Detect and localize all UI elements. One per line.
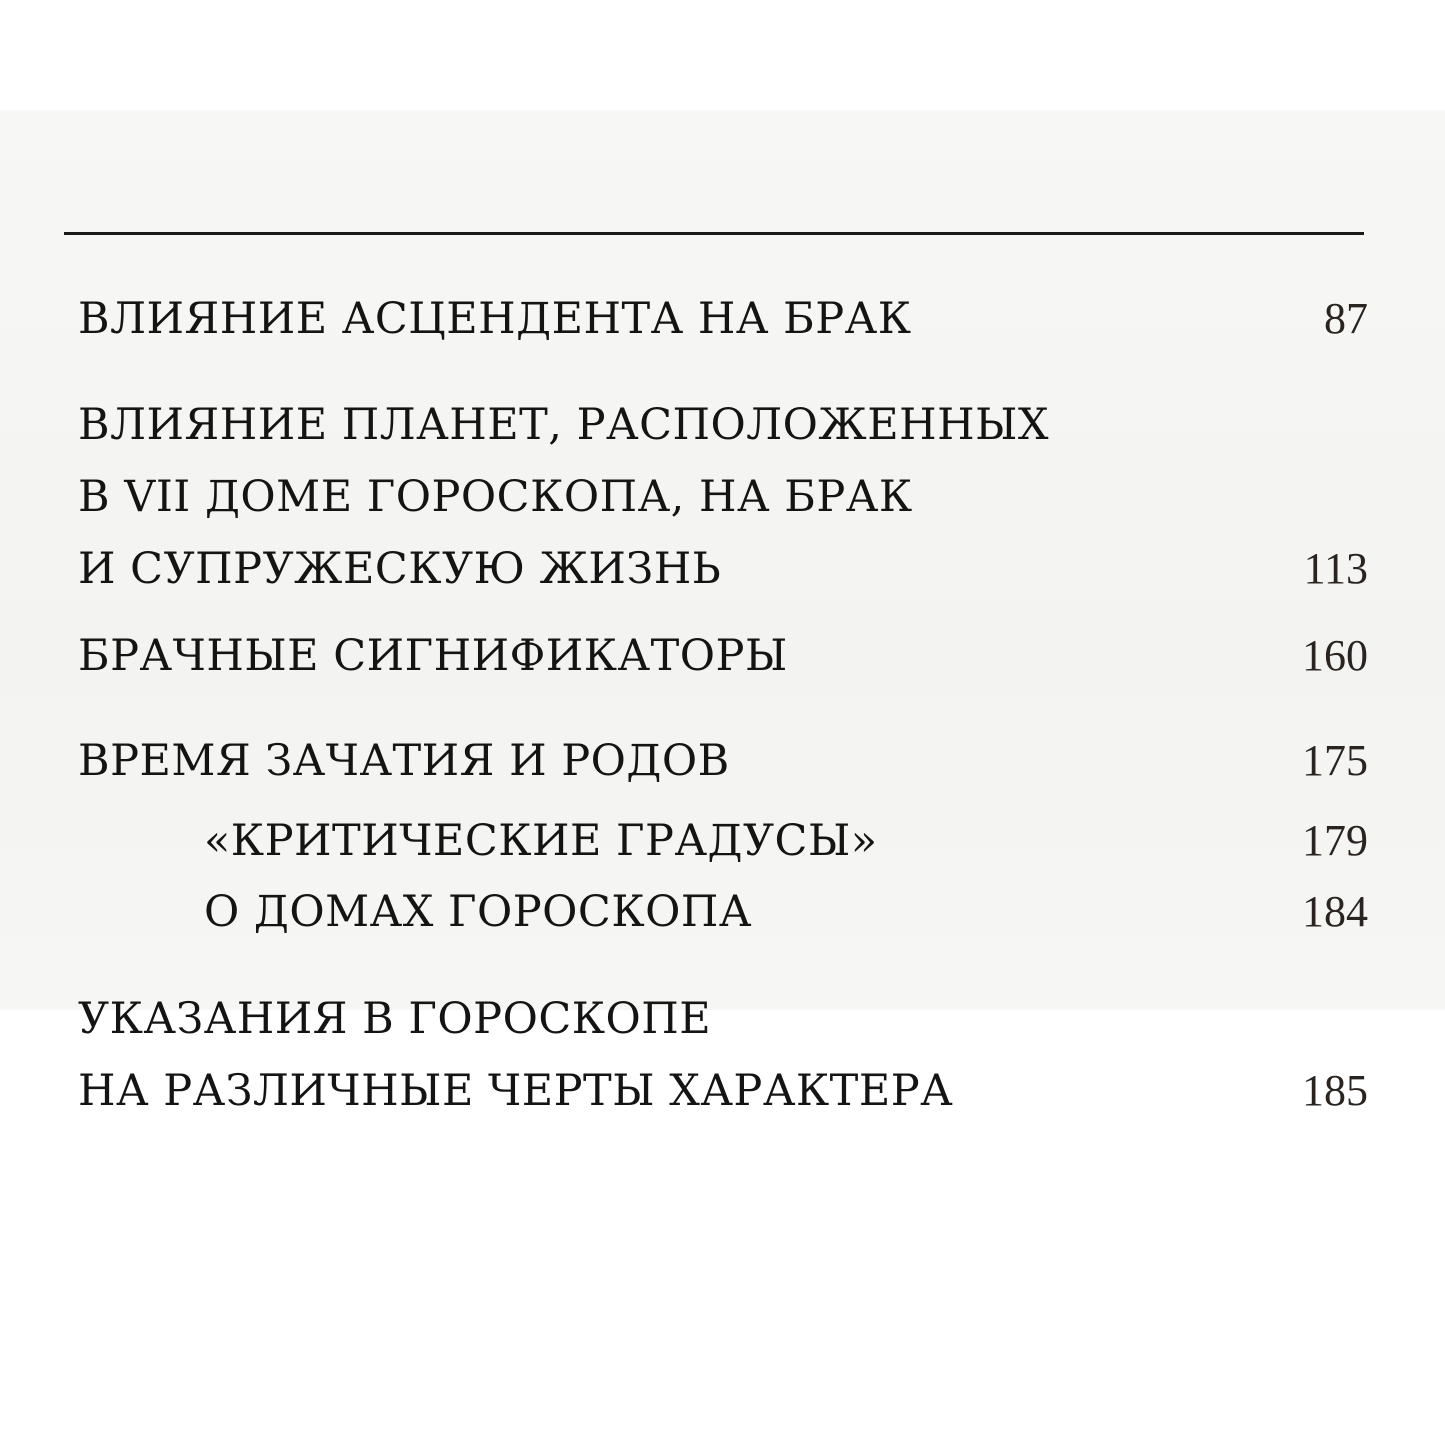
toc-page-number: 179 bbox=[1302, 816, 1368, 865]
toc-entry-title-line: ВЛИЯНИЕ ПЛАНЕТ, РАСПОЛОЖЕННЫХ bbox=[78, 400, 1050, 450]
toc-entry-character-traits bbox=[78, 983, 1368, 1127]
toc-entry-title: БРАЧНЫЕ СИГНИФИКАТОРЫ bbox=[78, 631, 788, 681]
toc-page-number: 87 bbox=[1324, 294, 1368, 343]
toc-entry-title-line: УКАЗАНИЯ В ГОРОСКОПЕ bbox=[78, 994, 712, 1044]
toc-entry-title: ВРЕМЯ ЗАЧАТИЯ И РОДОВ bbox=[78, 736, 730, 786]
toc-page-number: 175 bbox=[1302, 736, 1368, 785]
toc-entry-title: «КРИТИЧЕСКИЕ ГРАДУСЫ» bbox=[204, 816, 878, 866]
toc-page-number: 113 bbox=[1303, 544, 1368, 593]
toc-entry-significators bbox=[78, 620, 1368, 692]
toc-subentry-houses bbox=[204, 876, 1368, 948]
toc-entry-title: ВЛИЯНИЕ АСЦЕНДЕНТА НА БРАК bbox=[78, 294, 912, 344]
toc-page-number: 184 bbox=[1302, 887, 1368, 936]
toc-entry-title: О ДОМАХ ГОРОСКОПА bbox=[204, 887, 752, 937]
toc-entry-planets-vii-house bbox=[78, 389, 1368, 605]
toc-page-number: 160 bbox=[1302, 631, 1368, 680]
toc-subentry-critical-degrees bbox=[204, 805, 1368, 877]
toc-entry-title-line: В VII ДОМЕ ГОРОСКОПА, НА БРАК bbox=[78, 472, 913, 522]
toc-entry-title-line: И СУПРУЖЕСКУЮ ЖИЗНЬ bbox=[78, 544, 722, 594]
toc-entry-ascendant bbox=[78, 283, 1368, 355]
toc-page-number: 185 bbox=[1302, 1066, 1368, 1115]
top-rule bbox=[64, 232, 1364, 235]
toc-entry-conception-birth bbox=[78, 725, 1368, 797]
toc-entry-title-line: НА РАЗЛИЧНЫЕ ЧЕРТЫ ХАРАКТЕРА bbox=[78, 1066, 954, 1116]
